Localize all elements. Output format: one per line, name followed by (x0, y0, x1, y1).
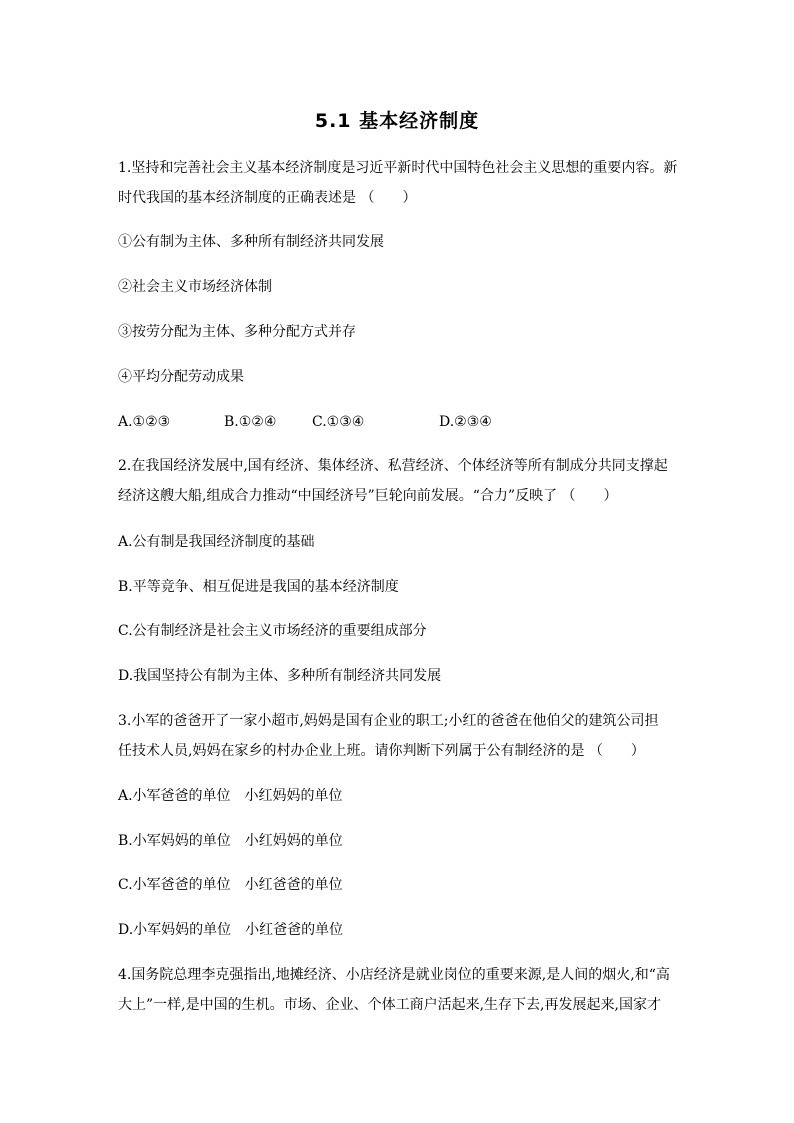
q2-stem-line2: 经济这艘大船,组成合力推动“中国经济号”巨轮向前发展。“合力”反映了 （ ） (118, 488, 618, 504)
q1-item-2: ②社会主义市场经济体制 (118, 279, 272, 295)
q3-option-b: B.小军妈妈的单位 小红妈妈的单位 (118, 833, 343, 849)
q4-stem-line2: 大上”一样,是中国的生机。市场、企业、个体工商户活起来,生存下去,再发展起来,国家才 (118, 997, 661, 1013)
q1-item-1: ①公有制为主体、多种所有制经济共同发展 (118, 234, 384, 250)
q1-option-c: C.①③④ (312, 414, 365, 430)
q3-option-a: A.小军爸爸的单位 小红妈妈的单位 (118, 788, 343, 804)
q3-stem-line1: 3.小军的爸爸开了一家小超市,妈妈是国有企业的职工;小红的爸爸在他伯父的建筑公司担 (118, 713, 659, 729)
q2-option-c: C.公有制经济是社会主义市场经济的重要组成部分 (118, 623, 427, 639)
q4-stem-line1: 4.国务院总理李克强指出,地摊经济、小店经济是就业岗位的重要来源,是人间的烟火,和“高 (118, 967, 670, 983)
q1-option-b: B.①②④ (224, 414, 277, 430)
q2-option-d: D.我国坚持公有制为主体、多种所有制经济共同发展 (118, 668, 442, 684)
q3-option-d: D.小军妈妈的单位 小红爸爸的单位 (118, 922, 344, 938)
q3-stem-line2: 任技术人员,妈妈在家乡的村办企业上班。请你判断下列属于公有制经济的是 （ ） (118, 743, 645, 759)
q2-option-b: B.平等竞争、相互促进是我国的基本经济制度 (118, 579, 399, 595)
q3-option-c: C.小军爸爸的单位 小红爸爸的单位 (118, 877, 343, 893)
page-title: 5.1 基本经济制度 (314, 110, 480, 132)
q1-stem-line1: 1.坚持和完善社会主义基本经济制度是习近平新时代中国特色社会主义思想的重要内容。新 (118, 160, 678, 176)
q1-item-4: ④平均分配劳动成果 (118, 369, 244, 385)
q1-option-d: D.②③④ (439, 414, 492, 430)
q2-option-a: A.公有制是我国经济制度的基础 (118, 534, 315, 550)
q1-item-3: ③按劳分配为主体、多种分配方式并存 (118, 324, 356, 340)
q2-stem-line1: 2.在我国经济发展中,国有经济、集体经济、私营经济、个体经济等所有制成分共同支撑起 (118, 458, 668, 474)
q1-option-a: A.①②③ (118, 414, 171, 430)
q1-options (118, 413, 492, 431)
q1-stem-line2: 时代我国的基本经济制度的正确表述是 （ ） (118, 190, 417, 206)
